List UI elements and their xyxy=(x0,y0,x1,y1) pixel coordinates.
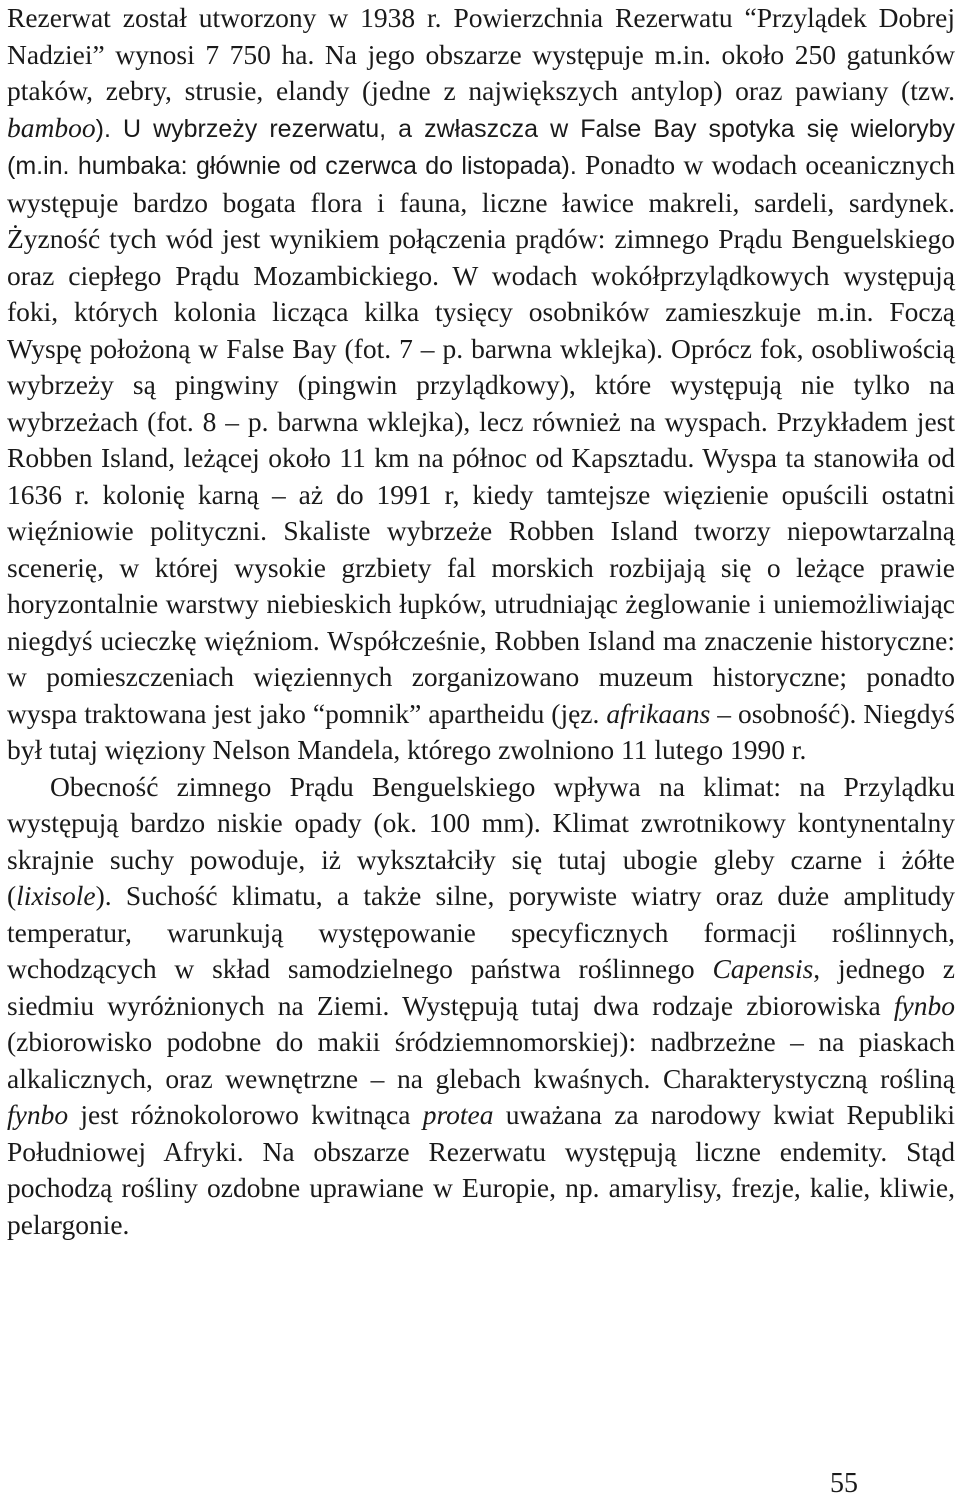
text-endemics: uważana za narodowy kwiat Republiki Południowej Afryki. Na obszarze Rezerwatu występują liczne endemity. Stąd pochodzą rośliny ozdobne uprawiane w Europie, np. amarylisy, frezje, kalie, kliwie, pelargonie. xyxy=(7,1099,956,1240)
text-seven-kingdoms: , jednego z siedmiu wyróżnionych na Ziemi. Występują tutaj dwa rodzaje zbiorowiska xyxy=(7,953,955,1021)
text-italic-fynbo-1: fynbo xyxy=(893,989,955,1021)
text-italic-bamboo: bamboo xyxy=(7,111,96,143)
text-italic-fynbo-2: fynbo xyxy=(7,1099,69,1130)
text-fynbo-types: (zbiorowisko podobne do makii śródziemnomorskiej): nadbrzeżne – na piaskach alkalicznych, oraz wewnętrzne – na glebach kwaśnych. Charakterystyczną rośliną xyxy=(7,1026,955,1094)
page-number: 55 xyxy=(830,1468,858,1499)
paragraph-cape-reserve xyxy=(7,0,955,769)
text-protea-intro: jest różnokolorowo kwitnąca xyxy=(68,1099,423,1130)
text-ocean-fauna: Ponadto w wodach oceanicznych występuje bardzo bogata flora i fauna, liczne ławice makreli, sardeli, sardynek. xyxy=(7,149,955,218)
text-reserve-intro: Rezerwat został utworzony w 1938 r. Powierzchnia Rezerwatu “Przylądek Dobrej Nadziei” wynosi 7 750 ha. Na jego obszarze występuje m.in. około 250 gatunków ptaków, zebry, strusie, elandy (jedne z największych antylop) oraz pawiany (tzw. xyxy=(7,2,955,106)
text-currents-robben-island: Żyzność tych wód jest wynikiem połączenia prądów: zimnego Prądu Benguelskiego oraz ciepłego Prądu Mozambickiego. W wodach wokółprzylądkowych występują foki, których kolonia licząca kilka tysięcy osobników zamieszkuje m.in. Foczą Wyspę położoną w False Bay (fot. 7 – p. barwna wklejka). Oprócz fok, osobliwością wybrzeży są pingwiny (pingwin przylądkowy), które występują nie tylko na wybrzeżach (fot. 8 – p. barwna wklejka), lecz również na wyspach. Przykładem jest Robben Island, leżącej około 11 km na północ od Kapsztadu. Wyspa ta stanowiła od 1636 r. kolonię karną – aż do 1991 r, kiedy tamtejsze więzienie opuścili ostatni więźniowie polityczni. Skaliste wybrzeże Robben Island tworzy niepowtarzalną scenerię, w której wysokie grzbiety fal morskich rozbijają się o leżące prawie horyzontalnie warstwy niebieskich łupków, utrudniając żeglowanie i uniemożliwiając niegdyś ucieczkę więźniom. Współcześnie, Robben Island ma znaczenie historyczne: w pomieszczeniach więziennych zorganizowano muzeum historyczne; ponadto wyspa traktowana jest jako “pomnik” apartheidu (jęz. xyxy=(7,223,955,729)
text-italic-lixisole: lixisole xyxy=(16,880,96,911)
text-mandela: – osobność). Niegdyś był tutaj więziony Nelson Mandela, którego zwolniono 11 lutego 1990 r. xyxy=(7,697,955,765)
text-italic-afrikaans: afrikaans xyxy=(606,697,711,729)
text-italic-protea: protea xyxy=(422,1099,494,1130)
document-page xyxy=(7,0,955,1243)
text-whales: ). U wybrzeży rezerwatu, a zwłaszcza w False Bay spotyka się wieloryby (m.in. humbaka: głównie od czerwca do listopada). xyxy=(7,114,955,180)
text-italic-capensis: Capensis xyxy=(712,953,814,984)
text-dryness: ). Suchość klimatu, a także silne, porywiste wiatry oraz duże amplitudy temperatur, warunkują występowanie specyficznych formacji roślinnych, wchodzących w skład samodzielnego państwa roślinnego xyxy=(7,880,955,984)
paragraph-climate xyxy=(7,769,955,1244)
text-climate-intro: Obecność zimnego Prądu Benguelskiego wpływa na klimat: na Przylądku występują bardzo niskie opady (ok. 100 mm). Klimat zwrotnikowy kontynentalny skrajnie suchy powoduje, iż wykształciły się tutaj ubogie gleby czarne i żółte ( xyxy=(7,770,955,911)
